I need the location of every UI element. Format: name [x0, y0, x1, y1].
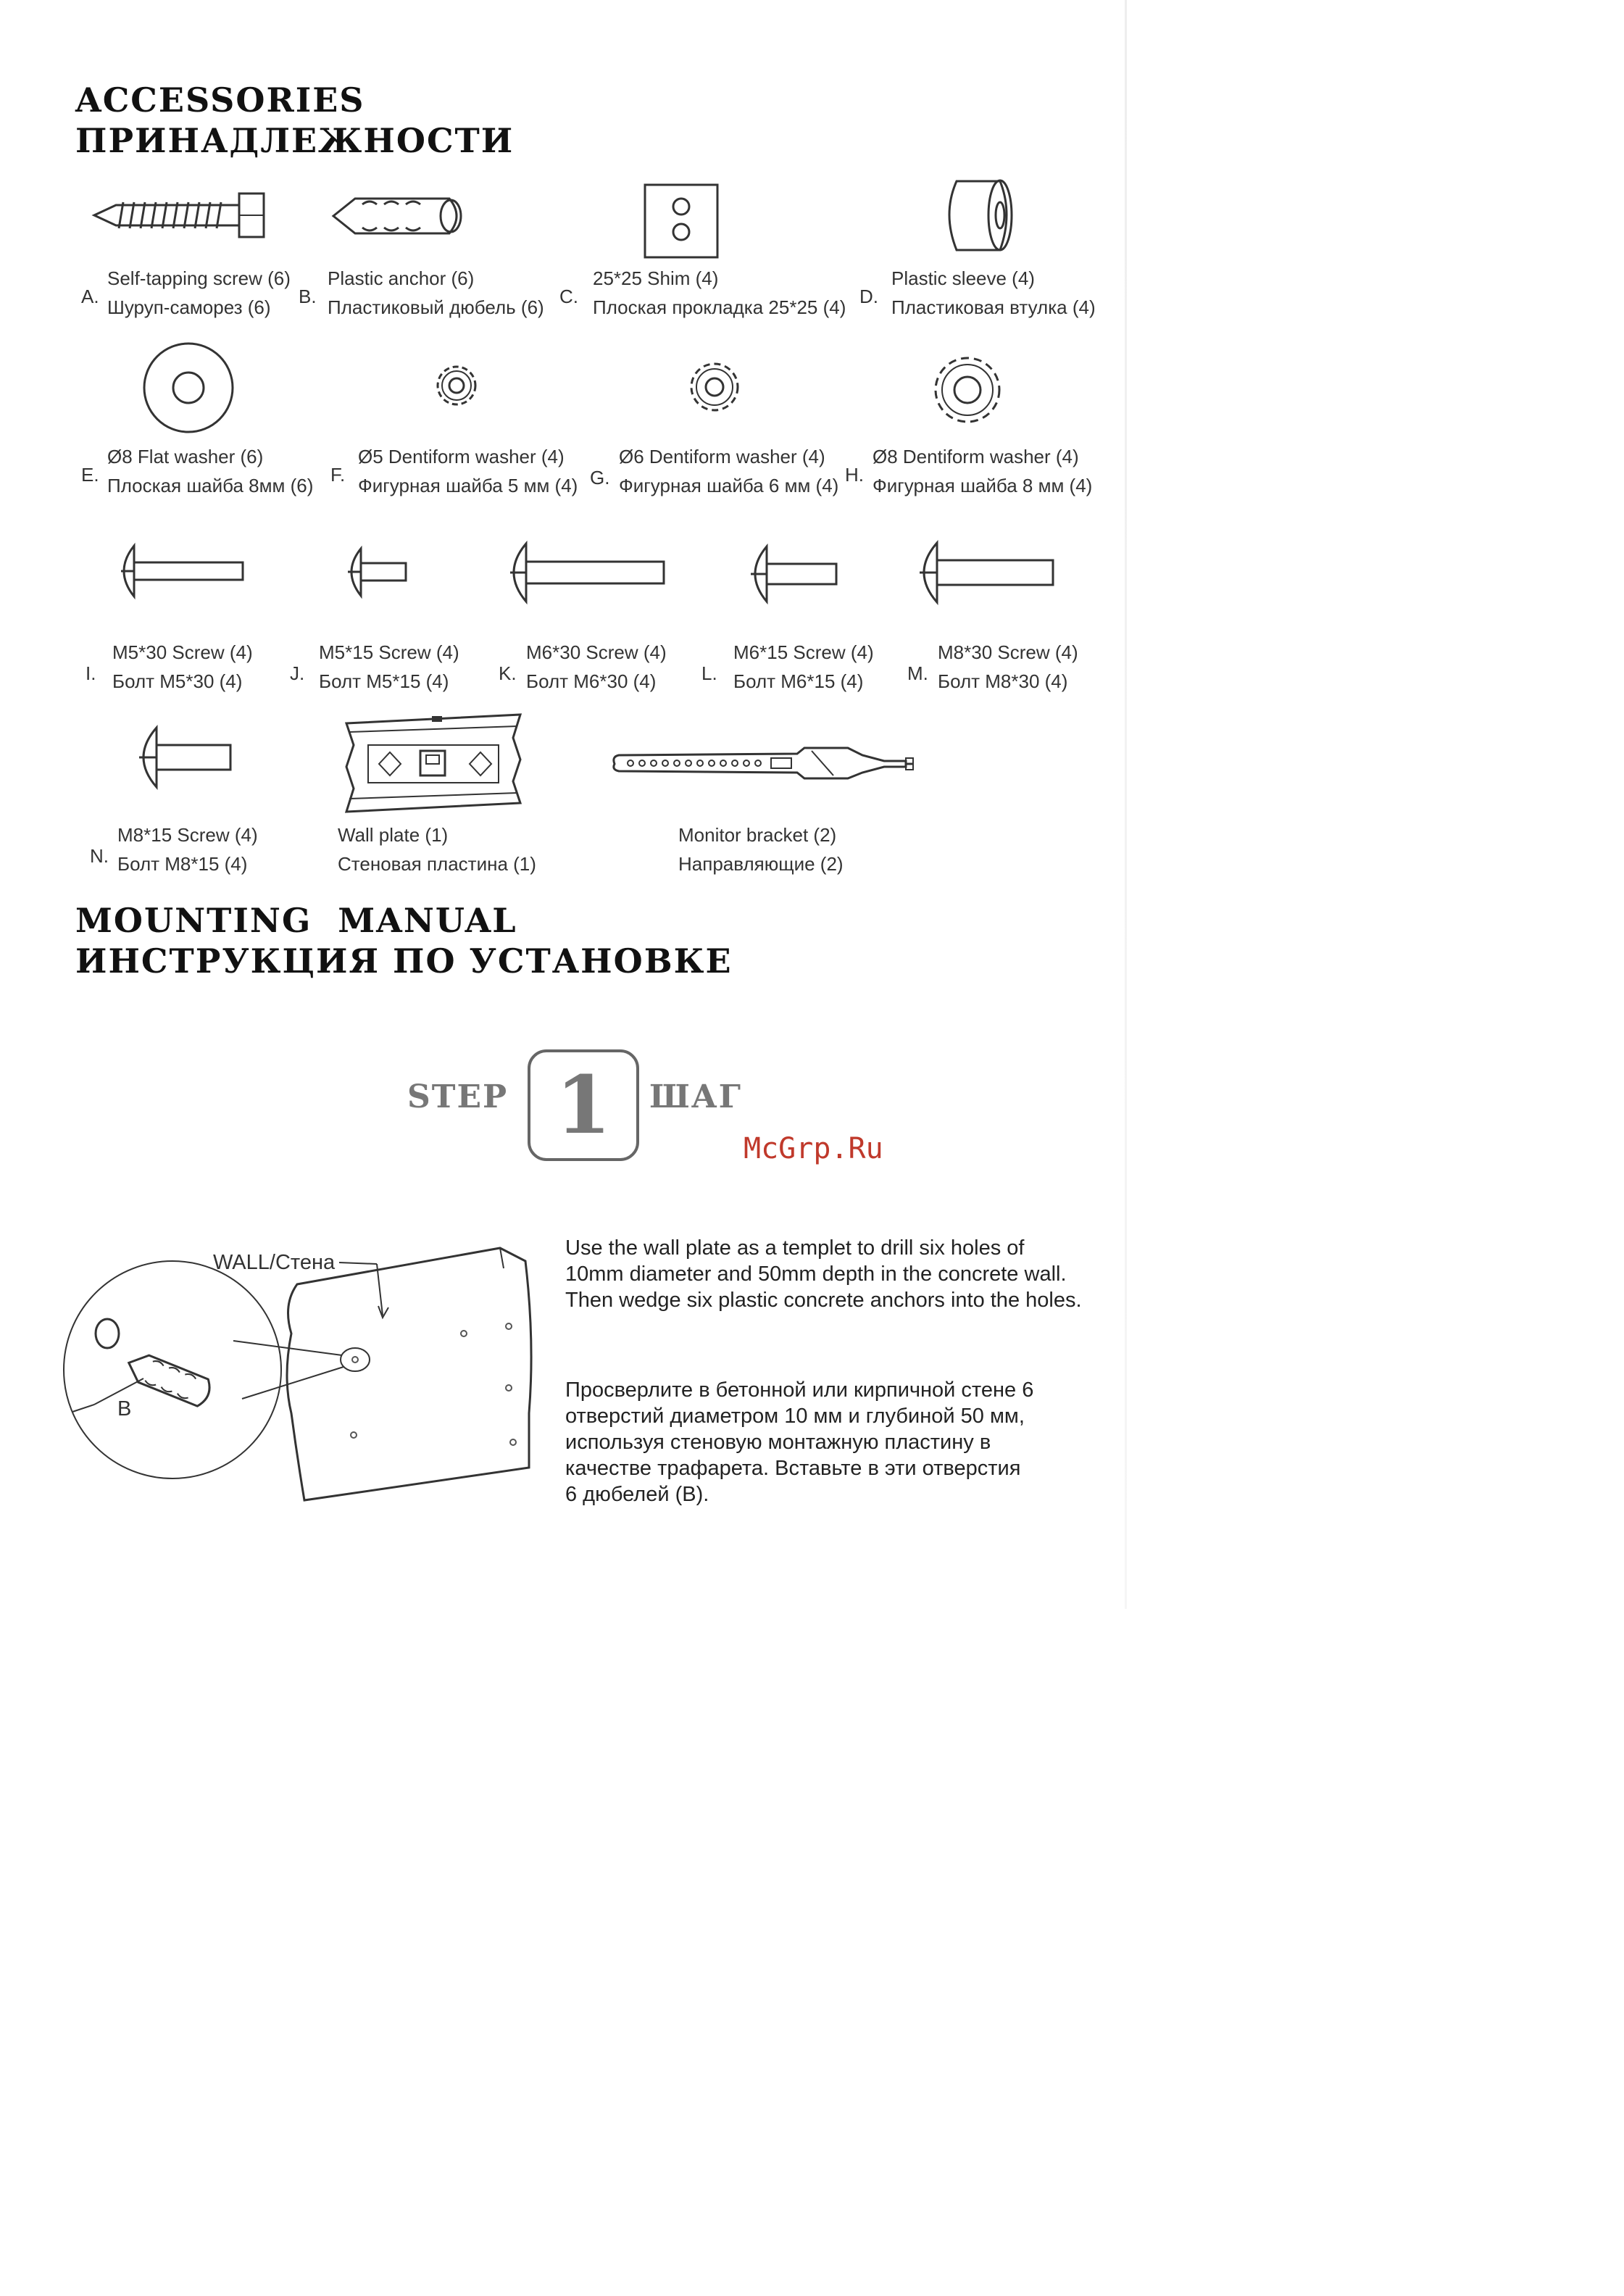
- item-label-n-ru: Болт M8*15 (4): [117, 853, 248, 875]
- item-label-j: [319, 638, 459, 696]
- item-label-e-en: Ø8 Flat washer (6): [107, 446, 264, 467]
- plastic-anchor-icon: [326, 188, 471, 246]
- item-label-k-en: M6*30 Screw (4): [526, 641, 667, 663]
- item-letter-c: C.: [559, 286, 578, 307]
- item-label-j-en: M5*15 Screw (4): [319, 641, 459, 663]
- item-label-i: [112, 638, 253, 696]
- m8-30-screw-icon: [909, 540, 1062, 605]
- item-letter-a: A.: [81, 286, 99, 307]
- item-label-c-en: 25*25 Shim (4): [593, 267, 719, 289]
- item-label-a-en: Self-tapping screw (6): [107, 267, 291, 289]
- self-tapping-screw-icon: [87, 185, 275, 250]
- item-label-h-ru: Фигурная шайба 8 мм (4): [873, 475, 1093, 496]
- dentiform-washer-6-icon: [687, 359, 742, 415]
- accessories-heading-en: ACCESSORIES: [75, 80, 365, 120]
- step-number-box: [528, 1049, 639, 1161]
- item-label-a-ru: Шуруп-саморез (6): [107, 296, 271, 318]
- dentiform-washer-8-icon: [931, 354, 1004, 426]
- item-label-k: [526, 638, 667, 696]
- instructions-ru-line-1: Просверлите в бетонной или кирпичной стене 6: [565, 1378, 1034, 1402]
- item-label-g: [619, 442, 838, 500]
- item-label-h: [873, 442, 1092, 500]
- item-label-m: [938, 638, 1078, 696]
- plastic-sleeve-icon: [935, 178, 1022, 257]
- instructions-en-line-1: Use the wall plate as a templet to drill six holes of: [565, 1236, 1025, 1260]
- item-label-e-ru: Плоская шайба 8мм (6): [107, 475, 314, 496]
- item-label-k-ru: Болт M6*30 (4): [526, 670, 657, 692]
- item-label-h-en: Ø8 Dentiform washer (4): [873, 446, 1079, 467]
- instructions-en-line-2: 10mm diameter and 50mm depth in the concrete wall.: [565, 1263, 1067, 1286]
- dentiform-washer-5-icon: [433, 362, 480, 409]
- anchor-label: B: [117, 1397, 132, 1421]
- m5-15-screw-icon: [341, 545, 413, 599]
- item-label-l-en: M6*15 Screw (4): [733, 641, 874, 663]
- item-letter-h: H.: [845, 464, 864, 486]
- instructions-en: [565, 1235, 1130, 1313]
- item-label-c: [593, 264, 846, 322]
- item-label-d: [891, 264, 1096, 322]
- item-letter-e: E.: [81, 464, 99, 486]
- item-label-l: [733, 638, 874, 696]
- m6-30-screw-icon: [500, 540, 674, 605]
- watermark: McGrp.Ru: [744, 1132, 883, 1165]
- item-label-d-en: Plastic sleeve (4): [891, 267, 1035, 289]
- m5-30-screw-icon: [112, 542, 250, 600]
- wall-plate-icon: [339, 709, 528, 818]
- item-label-m-ru: Болт M8*30 (4): [938, 670, 1068, 692]
- item-label-monitor-bracket-ru: Направляющие (2): [678, 853, 844, 875]
- item-label-wall-plate: [338, 820, 536, 878]
- item-label-f-ru: Фигурная шайба 5 мм (4): [358, 475, 578, 496]
- instructions-ru-line-4: качестве трафарета. Вставьте в эти отверстия: [565, 1457, 1021, 1480]
- item-label-j-ru: Болт M5*15 (4): [319, 670, 449, 692]
- mounting-heading: [75, 900, 733, 981]
- item-letter-l: L.: [701, 662, 717, 684]
- m6-15-screw-icon: [742, 544, 844, 604]
- instructions-ru-line-2: отверстий диаметром 10 мм и глубиной 50 мм,: [565, 1405, 1025, 1428]
- instructions-ru-line-5: 6 дюбелей (B).: [565, 1483, 709, 1506]
- instructions-en-line-3: Then wedge six plastic concrete anchors into the holes.: [565, 1289, 1082, 1312]
- item-label-l-ru: Болт M6*15 (4): [733, 670, 864, 692]
- flat-washer-icon: [141, 341, 236, 435]
- item-label-f-en: Ø5 Dentiform washer (4): [358, 446, 565, 467]
- mounting-heading-ru: ИНСТРУКЦИЯ ПО УСТАНОВКЕ: [75, 941, 733, 981]
- item-label-b-en: Plastic anchor (6): [328, 267, 475, 289]
- item-letter-f: F.: [330, 464, 346, 486]
- instructions-ru-line-3: используя стеновую монтажную пластину в: [565, 1431, 991, 1454]
- monitor-bracket-icon: [609, 745, 920, 789]
- step-number: 1: [555, 1058, 612, 1152]
- shim-icon: [641, 181, 721, 261]
- scan-edge: [1125, 0, 1127, 1609]
- item-letter-b: B.: [299, 286, 317, 307]
- item-label-n: [117, 820, 258, 878]
- item-label-g-en: Ø6 Dentiform washer (4): [619, 446, 825, 467]
- step-label-ru: ШАГ: [649, 1078, 743, 1115]
- item-letter-m: M.: [907, 662, 928, 684]
- instructions-ru: [565, 1377, 1130, 1507]
- item-letter-i: I.: [86, 662, 96, 684]
- item-label-m-en: M8*30 Screw (4): [938, 641, 1078, 663]
- wall-label: WALL/Стена: [213, 1251, 336, 1274]
- m8-15-screw-icon: [129, 725, 238, 790]
- item-letter-j: J.: [290, 662, 305, 684]
- item-label-i-en: M5*30 Screw (4): [112, 641, 253, 663]
- item-label-b-ru: Пластиковый дюбель (6): [328, 296, 544, 318]
- item-label-i-ru: Болт M5*30 (4): [112, 670, 243, 692]
- mounting-heading-en: MOUNTING MANUAL: [75, 901, 517, 940]
- item-label-n-en: M8*15 Screw (4): [117, 824, 258, 846]
- item-label-a: [107, 264, 291, 322]
- item-letter-d: D.: [859, 286, 878, 307]
- item-label-e: [107, 442, 313, 500]
- item-label-wall-plate-en: Wall plate (1): [338, 824, 449, 846]
- item-label-wall-plate-ru: Стеновая пластина (1): [338, 853, 536, 875]
- item-letter-n: N.: [90, 845, 109, 867]
- wall-drilling-figure: [65, 1247, 544, 1515]
- item-label-monitor-bracket: [678, 820, 844, 878]
- accessories-heading-ru: ПРИНАДЛЕЖНОСТИ: [75, 121, 515, 160]
- item-label-f: [358, 442, 578, 500]
- item-letter-g: G.: [590, 467, 610, 488]
- step-label-en: STEP: [407, 1078, 509, 1115]
- item-label-monitor-bracket-en: Monitor bracket (2): [678, 824, 837, 846]
- accessories-heading: [75, 80, 514, 161]
- item-label-c-ru: Плоская прокладка 25*25 (4): [593, 296, 846, 318]
- item-label-b: [328, 264, 544, 322]
- item-letter-k: K.: [499, 662, 517, 684]
- item-label-d-ru: Пластиковая втулка (4): [891, 296, 1096, 318]
- item-label-g-ru: Фигурная шайба 6 мм (4): [619, 475, 839, 496]
